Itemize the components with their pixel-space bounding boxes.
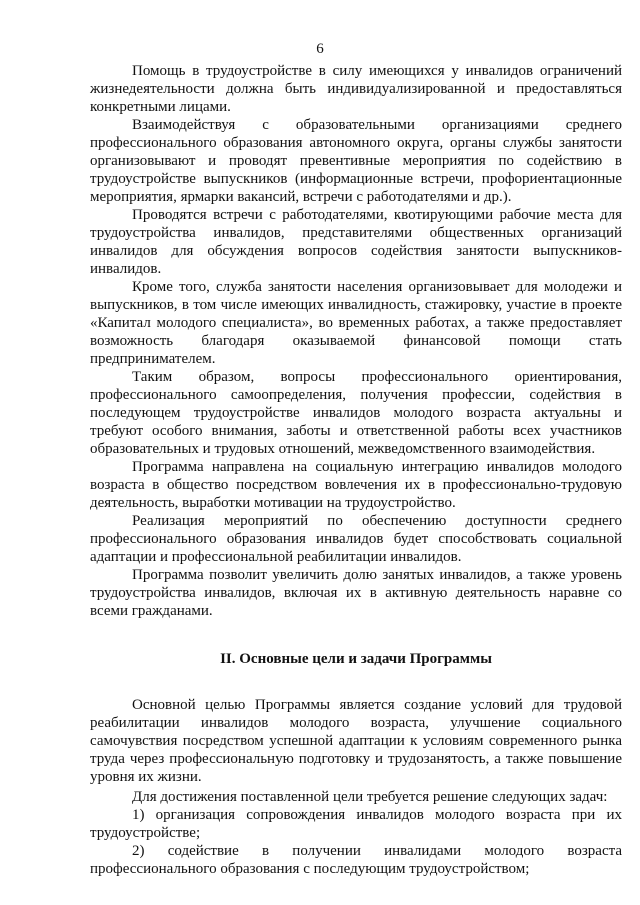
paragraph: Помощь в трудоустройстве в силу имеющихся у инвалидов ограничений жизнедеятельности должна быть индивидуализированной и предоставляться конкретными лицами. (90, 63, 622, 115)
paragraph: Программа направлена на социальную интеграцию инвалидов молодого возраста в общество посредством вовлечения их в профессионально-трудовую деятельность, выработки мотивации на трудоустройство. (90, 459, 622, 511)
paragraph: Реализация мероприятий по обеспечению доступности среднего профессионального образования инвалидов будет способствовать социальной адаптации и профессиональной реабилитации инвалидов. (90, 513, 622, 565)
page-number: 6 (316, 41, 324, 57)
paragraph: Для достижения поставленной цели требуется решение следующих задач: (132, 789, 608, 805)
paragraph: Проводятся встречи с работодателями, квотирующими рабочие места для трудоустройства инвалидов, представителями общественных организаций инвалидов для обсуждения вопросов содействия занятости выпускников-инвалидов. (90, 207, 622, 277)
task-item: 2) содействие в получении инвалидами молодого возраста профессионального образования с последующим трудоустройством; (90, 843, 622, 877)
section-heading: II. Основные цели и задачи Программы (220, 651, 492, 667)
task-item: 1) организация сопровождения инвалидов молодого возраста при их трудоустройстве; (90, 807, 622, 841)
paragraph: Основной целью Программы является создание условий для трудовой реабилитации инвалидов молодого возраста, улучшение социального самочувствия посредством успешной адаптации к условиям современного рынка труда через профессиональную подготовку и трудозанятость, а также повышение уровня их жизни. (90, 697, 622, 785)
paragraph: Кроме того, служба занятости населения организовывает для молодежи и выпускников, в том числе имеющих инвалидность, стажировку, участие в проекте «Капитал молодого специалиста», во временных работах, а также предоставляет возможность благодаря оказываемой финансовой помощи стать предпринимателем. (90, 279, 622, 367)
paragraph: Программа позволит увеличить долю занятых инвалидов, а также уровень трудоустройства инвалидов, включая их в активную деятельность наравне со всеми гражданами. (90, 567, 622, 619)
document-body (90, 62, 622, 878)
paragraph: Взаимодействуя с образовательными организациями среднего профессионального образования автономного округа, органы службы занятости организовывают и проводят превентивные мероприятия по содействию в трудоустройстве выпускников (информационные встречи, профориентационные мероприятия, ярмарки вакансий, встречи с работодателями и др.). (90, 117, 622, 205)
paragraph: Таким образом, вопросы профессионального ориентирования, профессионального самоопределения, получения профессии, содействия в последующем трудоустройстве инвалидов молодого возраста актуальны и требуют особого внимания, заботы и ответственной работы всех участников образовательных и трудовых отношений, межведомственного взаимодействия. (90, 369, 622, 457)
